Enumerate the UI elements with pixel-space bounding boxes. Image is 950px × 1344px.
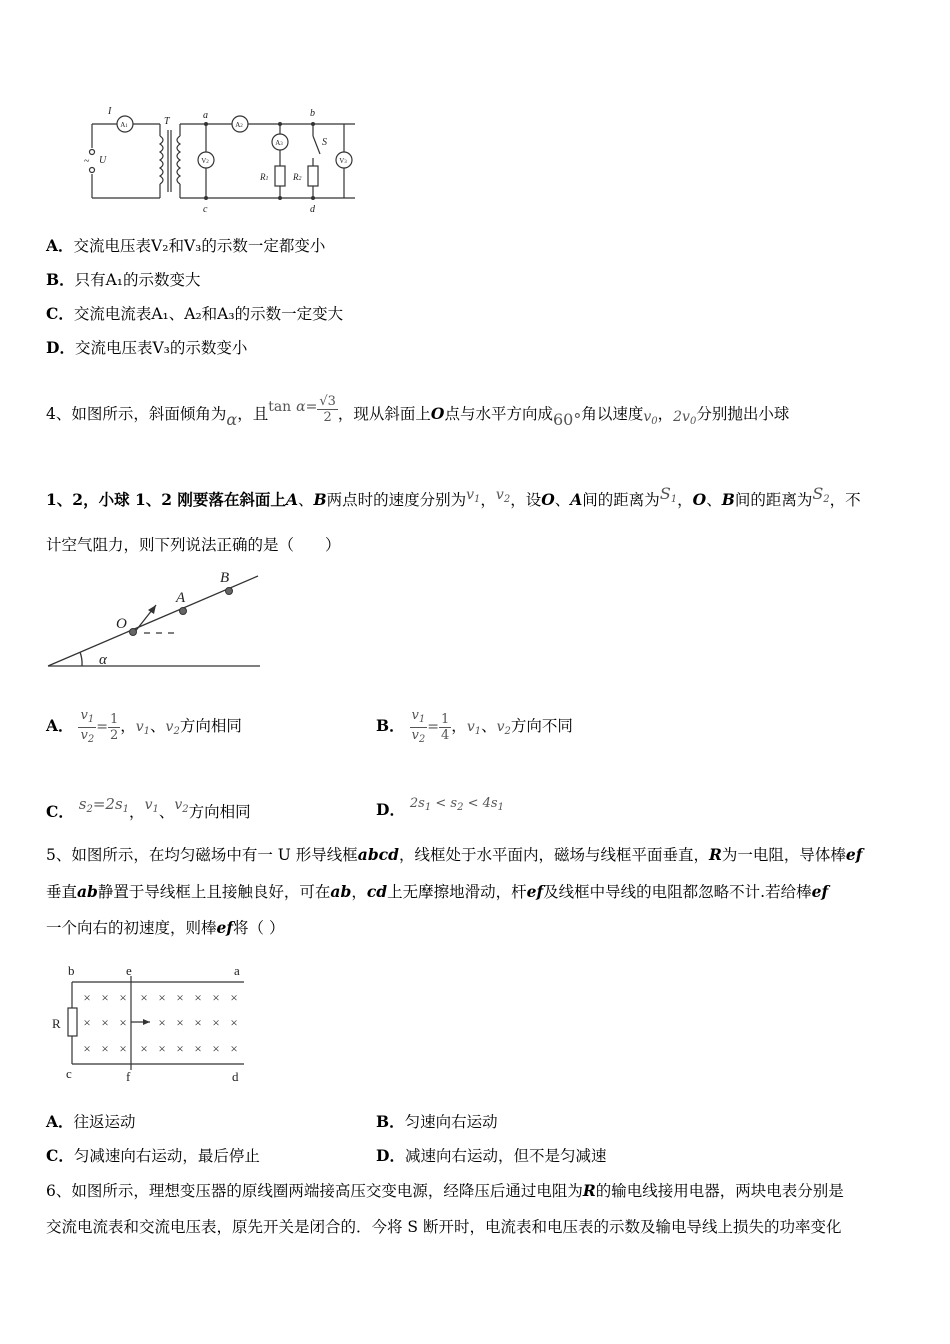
svg-text:×: ×	[212, 990, 220, 1005]
meter-V3: V	[339, 157, 345, 165]
svg-text:V2: V2	[201, 157, 209, 165]
meter-V2: V	[201, 157, 207, 165]
label-e: e	[126, 963, 132, 978]
label-B: B	[220, 570, 230, 586]
label-A: A	[176, 590, 186, 606]
q6-stem-line1: 6、如图所示，理想变压器的原线圈两端接高压交变电源，经降压后通过电阻为R的输电线接用电器，两块电表分别是	[46, 1181, 844, 1200]
svg-text:R1: R1	[260, 172, 269, 182]
svg-text:×: ×	[230, 990, 238, 1005]
svg-text:A2: A2	[235, 121, 243, 129]
q3-option-d[interactable]: D．交流电压表V₃的示数变小	[46, 338, 248, 357]
q5-stem-line3: 一个向右的初速度，则棒ef将（ ）	[46, 918, 285, 937]
label-S: S	[322, 137, 327, 148]
point-A	[180, 608, 187, 615]
q5-option-d[interactable]: D．减速向右运动，但不是匀减速	[376, 1146, 607, 1165]
label-d: d	[310, 204, 315, 215]
q4-stem-line1: 4、如图所示，斜面倾角为α，且tan α= $\frac{√3}{2}$ ，现从斜面上O点与水平方向成60°角以速度$v_0$，$2v_0$分别抛出小球	[46, 394, 790, 429]
q4-option-c[interactable]: C． $s_2=2s_1$，$v_1$、$v_2$方向相同	[46, 795, 251, 821]
q5-option-c[interactable]: C．匀减速向右运动，最后停止	[46, 1146, 260, 1165]
svg-text:×: ×	[194, 1041, 202, 1056]
q5-stem-line2: 垂直ab静置于导线框上且接触良好，可在ab，cd上无摩擦地滑动，杆ef及线框中导线的电阻都忽略不计.若给棒ef	[46, 882, 829, 901]
label-c: c	[203, 204, 208, 215]
svg-text:×: ×	[83, 1015, 91, 1030]
label-U: U	[99, 155, 107, 166]
q6-stem-line2: 交流电流表和交流电压表，原先开关是闭合的．今将 S 断开时，电流表和电压表的示数及输电导线上损失的功率变化	[46, 1218, 842, 1236]
meter-A2: A	[235, 121, 241, 129]
label-R2: R	[293, 172, 299, 182]
q5-option-b[interactable]: B．匀速向右运动	[376, 1112, 498, 1131]
svg-text:×: ×	[140, 990, 148, 1005]
svg-text:×: ×	[212, 1041, 220, 1056]
q3-circuit-diagram	[80, 100, 370, 220]
svg-text:×: ×	[101, 1041, 109, 1056]
q4-slope-diagram	[44, 562, 274, 674]
label-I: I	[108, 106, 112, 117]
field-cross: ×	[83, 990, 91, 1005]
svg-text:×: ×	[158, 1041, 166, 1056]
label-d: d	[232, 1069, 239, 1084]
q4-option-a[interactable]: A． $\frac{v_1}{v_2}$ = $\frac{1}{2}$ ，$v_1$、$v_2$方向相同	[46, 707, 242, 745]
label-f: f	[126, 1069, 131, 1084]
svg-text:×: ×	[176, 1015, 184, 1030]
svg-text:×: ×	[83, 1041, 91, 1056]
q4-option-d[interactable]: D． $^{2s_1 < s_2 < 4s_1}$	[376, 796, 504, 819]
svg-text:×: ×	[176, 1041, 184, 1056]
label-a: a	[234, 963, 240, 978]
svg-text:×: ×	[119, 1015, 127, 1030]
q4-stem-line2: 1、2，小球 1、2 刚要落在斜面上A、B两点时的速度分别为$v_1$，$v_2$，设O、A间的距离为$S_1$，O、B间的距离为$S_2$，不	[46, 484, 861, 509]
svg-text:×: ×	[230, 1041, 238, 1056]
label-tilde: ~	[84, 156, 90, 167]
point-O	[130, 629, 137, 636]
svg-text:×: ×	[194, 1015, 202, 1030]
svg-text:A1: A1	[120, 121, 128, 129]
label-b: b	[310, 108, 315, 119]
q4-stem-line3: 计空气阻力，则下列说法正确的是（ ）	[46, 536, 341, 554]
svg-text:×: ×	[101, 990, 109, 1005]
q5-rail-diagram	[46, 960, 256, 1086]
svg-text:×: ×	[230, 1015, 238, 1030]
q3-option-a[interactable]: A．交流电压表V₂和V₃的示数一定都变小	[46, 236, 326, 255]
svg-text:A3: A3	[275, 139, 283, 147]
q3-option-b[interactable]: B．只有A₁的示数变大	[46, 270, 201, 289]
label-c: c	[66, 1066, 72, 1081]
label-alpha: α	[99, 652, 107, 668]
label-O: O	[116, 616, 127, 632]
q5-option-a[interactable]: A．往返运动	[46, 1112, 136, 1131]
svg-text:×: ×	[194, 990, 202, 1005]
meter-A3: A	[275, 139, 281, 147]
q4-option-b[interactable]: B． $\frac{v_1}{v_2}$ = $\frac{1}{4}$ ，$v_1$、$v_2$方向不同	[376, 707, 573, 745]
svg-text:×: ×	[140, 1041, 148, 1056]
label-R: R	[52, 1016, 61, 1031]
svg-text:×: ×	[158, 1015, 166, 1030]
q3-option-c[interactable]: C．交流电流表A₁、A₂和A₃的示数一定变大	[46, 304, 344, 323]
label-a: a	[203, 110, 208, 121]
label-b: b	[68, 963, 75, 978]
svg-text:×: ×	[101, 1015, 109, 1030]
svg-text:R2: R2	[293, 172, 302, 182]
svg-text:×: ×	[119, 990, 127, 1005]
svg-text:×: ×	[176, 990, 184, 1005]
svg-text:×: ×	[212, 1015, 220, 1030]
svg-text:×: ×	[158, 990, 166, 1005]
label-T: T	[164, 116, 170, 127]
meter-A1: A	[120, 121, 126, 129]
svg-text:V3: V3	[339, 157, 347, 165]
label-R1: R	[260, 172, 266, 182]
q5-stem-line1: 5、如图所示，在均匀磁场中有一 U 形导线框abcd，线框处于水平面内，磁场与线框平面垂直，R为一电阻，导体棒ef	[46, 845, 863, 864]
point-B	[226, 588, 233, 595]
svg-text:×: ×	[119, 1041, 127, 1056]
